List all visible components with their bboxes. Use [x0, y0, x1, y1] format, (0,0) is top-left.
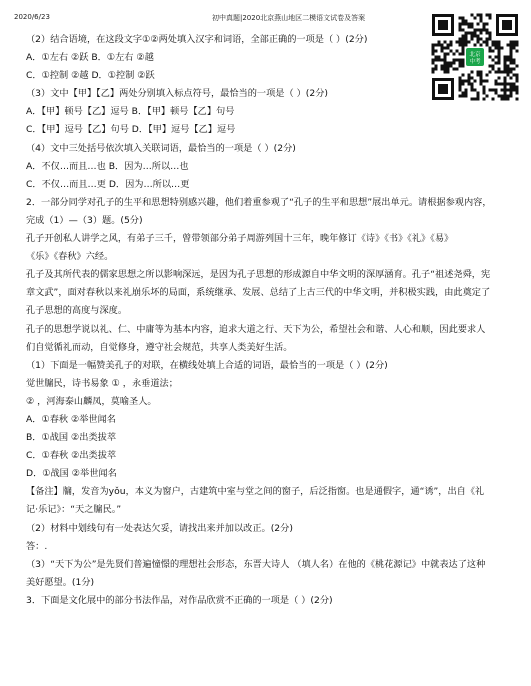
text-line: A．不仅…而且…也 B．因为…所以…也: [26, 160, 189, 172]
qr-badge-line2: 中考: [469, 59, 481, 65]
text-line: 【备注】牖，发音为yǒu，本义为窗户，古建筑中室与堂之间的窗子，后泛指窗。也是通假字，通“诱”，出自《礼: [26, 486, 485, 498]
text-line: 《乐》《春秋》六经。: [26, 251, 114, 263]
page-title: 初中真题|2020北京燕山地区二模语文试卷及答案: [212, 14, 366, 22]
text-line: 们自觉循礼而动，自觉修身，遵守社会规范，共享人类美好生活。: [26, 341, 293, 353]
text-line: （3）“天下为公”是先贤们普遍憧憬的理想社会形态，东晋大诗人 （填人名）在他的《桃花源记》中就表达了这种: [26, 558, 486, 570]
text-line: （3）文中【甲】【乙】两处分别填入标点符号，最恰当的一项是（ ）(2分): [26, 88, 328, 100]
text-line: A．①春秋 ②举世闻名: [26, 413, 116, 425]
print-date: 2020/6/23: [14, 13, 50, 21]
text-line: （1）下面是一幅赞美孔子的对联，在横线处填上合适的词语，最恰当的一项是（ ）(2分): [26, 359, 388, 371]
text-line: 觉世牖民，诗书易象 ① ，永垂道法；: [26, 377, 178, 389]
text-line: 章文武”，面对春秋以来礼崩乐坏的局面，系统继承、发展、总结了上古三代的中华文明，并积极实践，由此奠定了: [26, 287, 491, 299]
text-line: 记·乐记》：“天之牖民。”: [26, 504, 122, 516]
text-line: A．【甲】顿号【乙】逗号 B．【甲】顿号【乙】句号: [26, 106, 235, 118]
text-line: 完成（1）—（3）题。(5分): [26, 214, 143, 226]
text-line: （2）材料中划线句有一处表达欠妥，请找出来并加以改正。(2分): [26, 522, 293, 534]
text-line: 美好愿望。(1分): [26, 576, 95, 588]
text-line: C．①春秋 ②出类拔萃: [26, 450, 117, 462]
text-line: 孔子思想的高度与深度。: [26, 305, 128, 317]
text-line: 3．下面是文化展中的部分书法作品，对作品欣赏不正确的一项是（ ）(2分): [26, 594, 333, 606]
text-line: D．①战国 ②举世闻名: [26, 468, 117, 480]
text-line: （2）结合语境，在这段文字①②两处填入汉字和词语，全部正确的一项是（ ）(2分): [26, 34, 368, 45]
text-line: B．①战国 ②出类拔萃: [26, 432, 117, 444]
text-line: A．①左右 ②跃 B．①左右 ②越: [26, 52, 154, 64]
text-line: 孔子的思想学说以礼、仁、中庸等为基本内容，追求大道之行、天下为公，希望社会和谐、人心和顺，因此要求人: [26, 323, 486, 335]
text-line: C．【甲】逗号【乙】句号 D．【甲】逗号【乙】逗号: [26, 124, 236, 136]
text-line: （4）文中三处括号依次填入关联词语，最恰当的一项是（ ）(2分): [26, 142, 296, 154]
text-line: C．不仅…而且…更 D．因为…所以…更: [26, 178, 190, 190]
text-line: 孔子开创私人讲学之风，有弟子三千，曾带领部分弟子周游列国十三年，晚年修订《诗》《书》《礼》《易》: [26, 233, 454, 245]
qr-badge-line1: 北京: [469, 52, 481, 58]
text-line: ② ，河海泰山麟凤，莫喻圣人。: [26, 395, 157, 407]
text-line: 答：.: [26, 540, 48, 552]
text-line: 孔子及其所代表的儒家思想之所以影响深远，是因为孔子思想的形成源自中华文明的深厚涵育。孔子“祖述尧舜，宪: [26, 269, 491, 281]
text-line: C．①控制 ②越 D．①控制 ②跃: [26, 70, 155, 82]
text-line: 2．一部分同学对孔子的生平和思想特别感兴趣，他们着重参观了“孔子的生平和思想”展出单元。请根据参观内容，: [26, 196, 492, 208]
document-body: [26, 31, 496, 610]
